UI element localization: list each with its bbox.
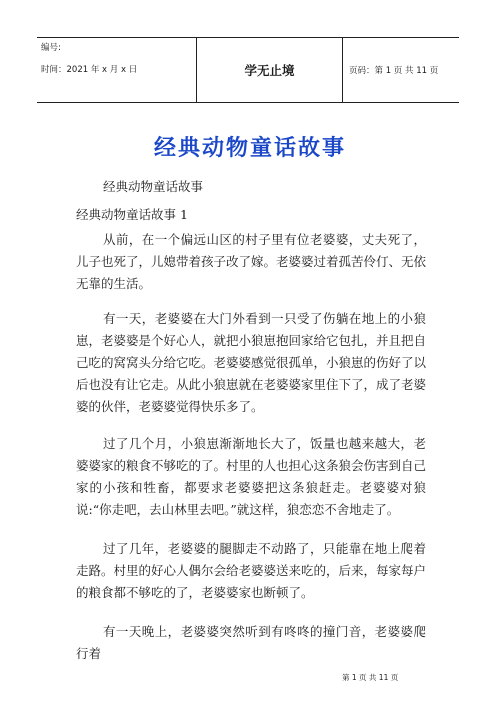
paragraph-2: 有一天，老婆婆在大门外看到一只受了伤躺在地上的小狼崽，老婆婆是个好心人，就把小狼崽抱回家给它包扎，并且把自己吃的窝窝头分给它吃。老婆婆感觉很孤单，小狼崽的伤好了以后也没有让它走。从此小狼崽就在老婆婆家里住下了，成了老婆婆的伙伴，老婆婆觉得快乐多了。: [76, 311, 427, 414]
paragraph-3: 过了几个月，小狼崽渐渐地长大了，饭量也越来越大，老婆婆家的粮食不够吃的了。村里的人也担心这条狼会伤害到自己家的小孩和牲畜，都要求老婆婆把这条狼赶走。老婆婆对狼说:“你走吧，去山林里去吧。”就这样，狼恋恋不舍地走了。: [76, 436, 427, 517]
header-left-cell: [37, 38, 197, 102]
page-footer: 第 1 页 共 11 页: [342, 673, 399, 682]
header-motto: 学无止境: [197, 38, 343, 102]
document-title: 经典动物童话故事: [153, 135, 346, 161]
serial-number-label: 编号:: [41, 43, 61, 53]
paragraph-1: 从前，在一个偏远山区的村子里有位老婆婆，丈夫死了，儿子也死了，儿媳带着孩子改了嫁。老婆婆过着孤苦伶仃、无依无靠的生活。: [76, 232, 427, 291]
subtitle: 经典动物童话故事: [103, 179, 204, 194]
paragraph-4: 过了几年，老婆婆的腿脚走不动路了，只能靠在地上爬着走路。村里的好心人偶尔会给老婆婆送来吃的，后来，每家每户的粮食都不够吃的了，老婆婆家也断顿了。: [76, 541, 427, 600]
paragraph-5: 有一天晚上，老婆婆突然听到有咚咚的撞门音，老婆婆爬行着: [76, 624, 426, 661]
document-header: [37, 37, 459, 103]
section-title: 经典动物童话故事 1: [76, 207, 188, 222]
date-label: 时间：2021 年 x 月 x 日: [41, 65, 138, 75]
header-page-number: 页码：第 1 页 共 11 页: [349, 66, 439, 76]
